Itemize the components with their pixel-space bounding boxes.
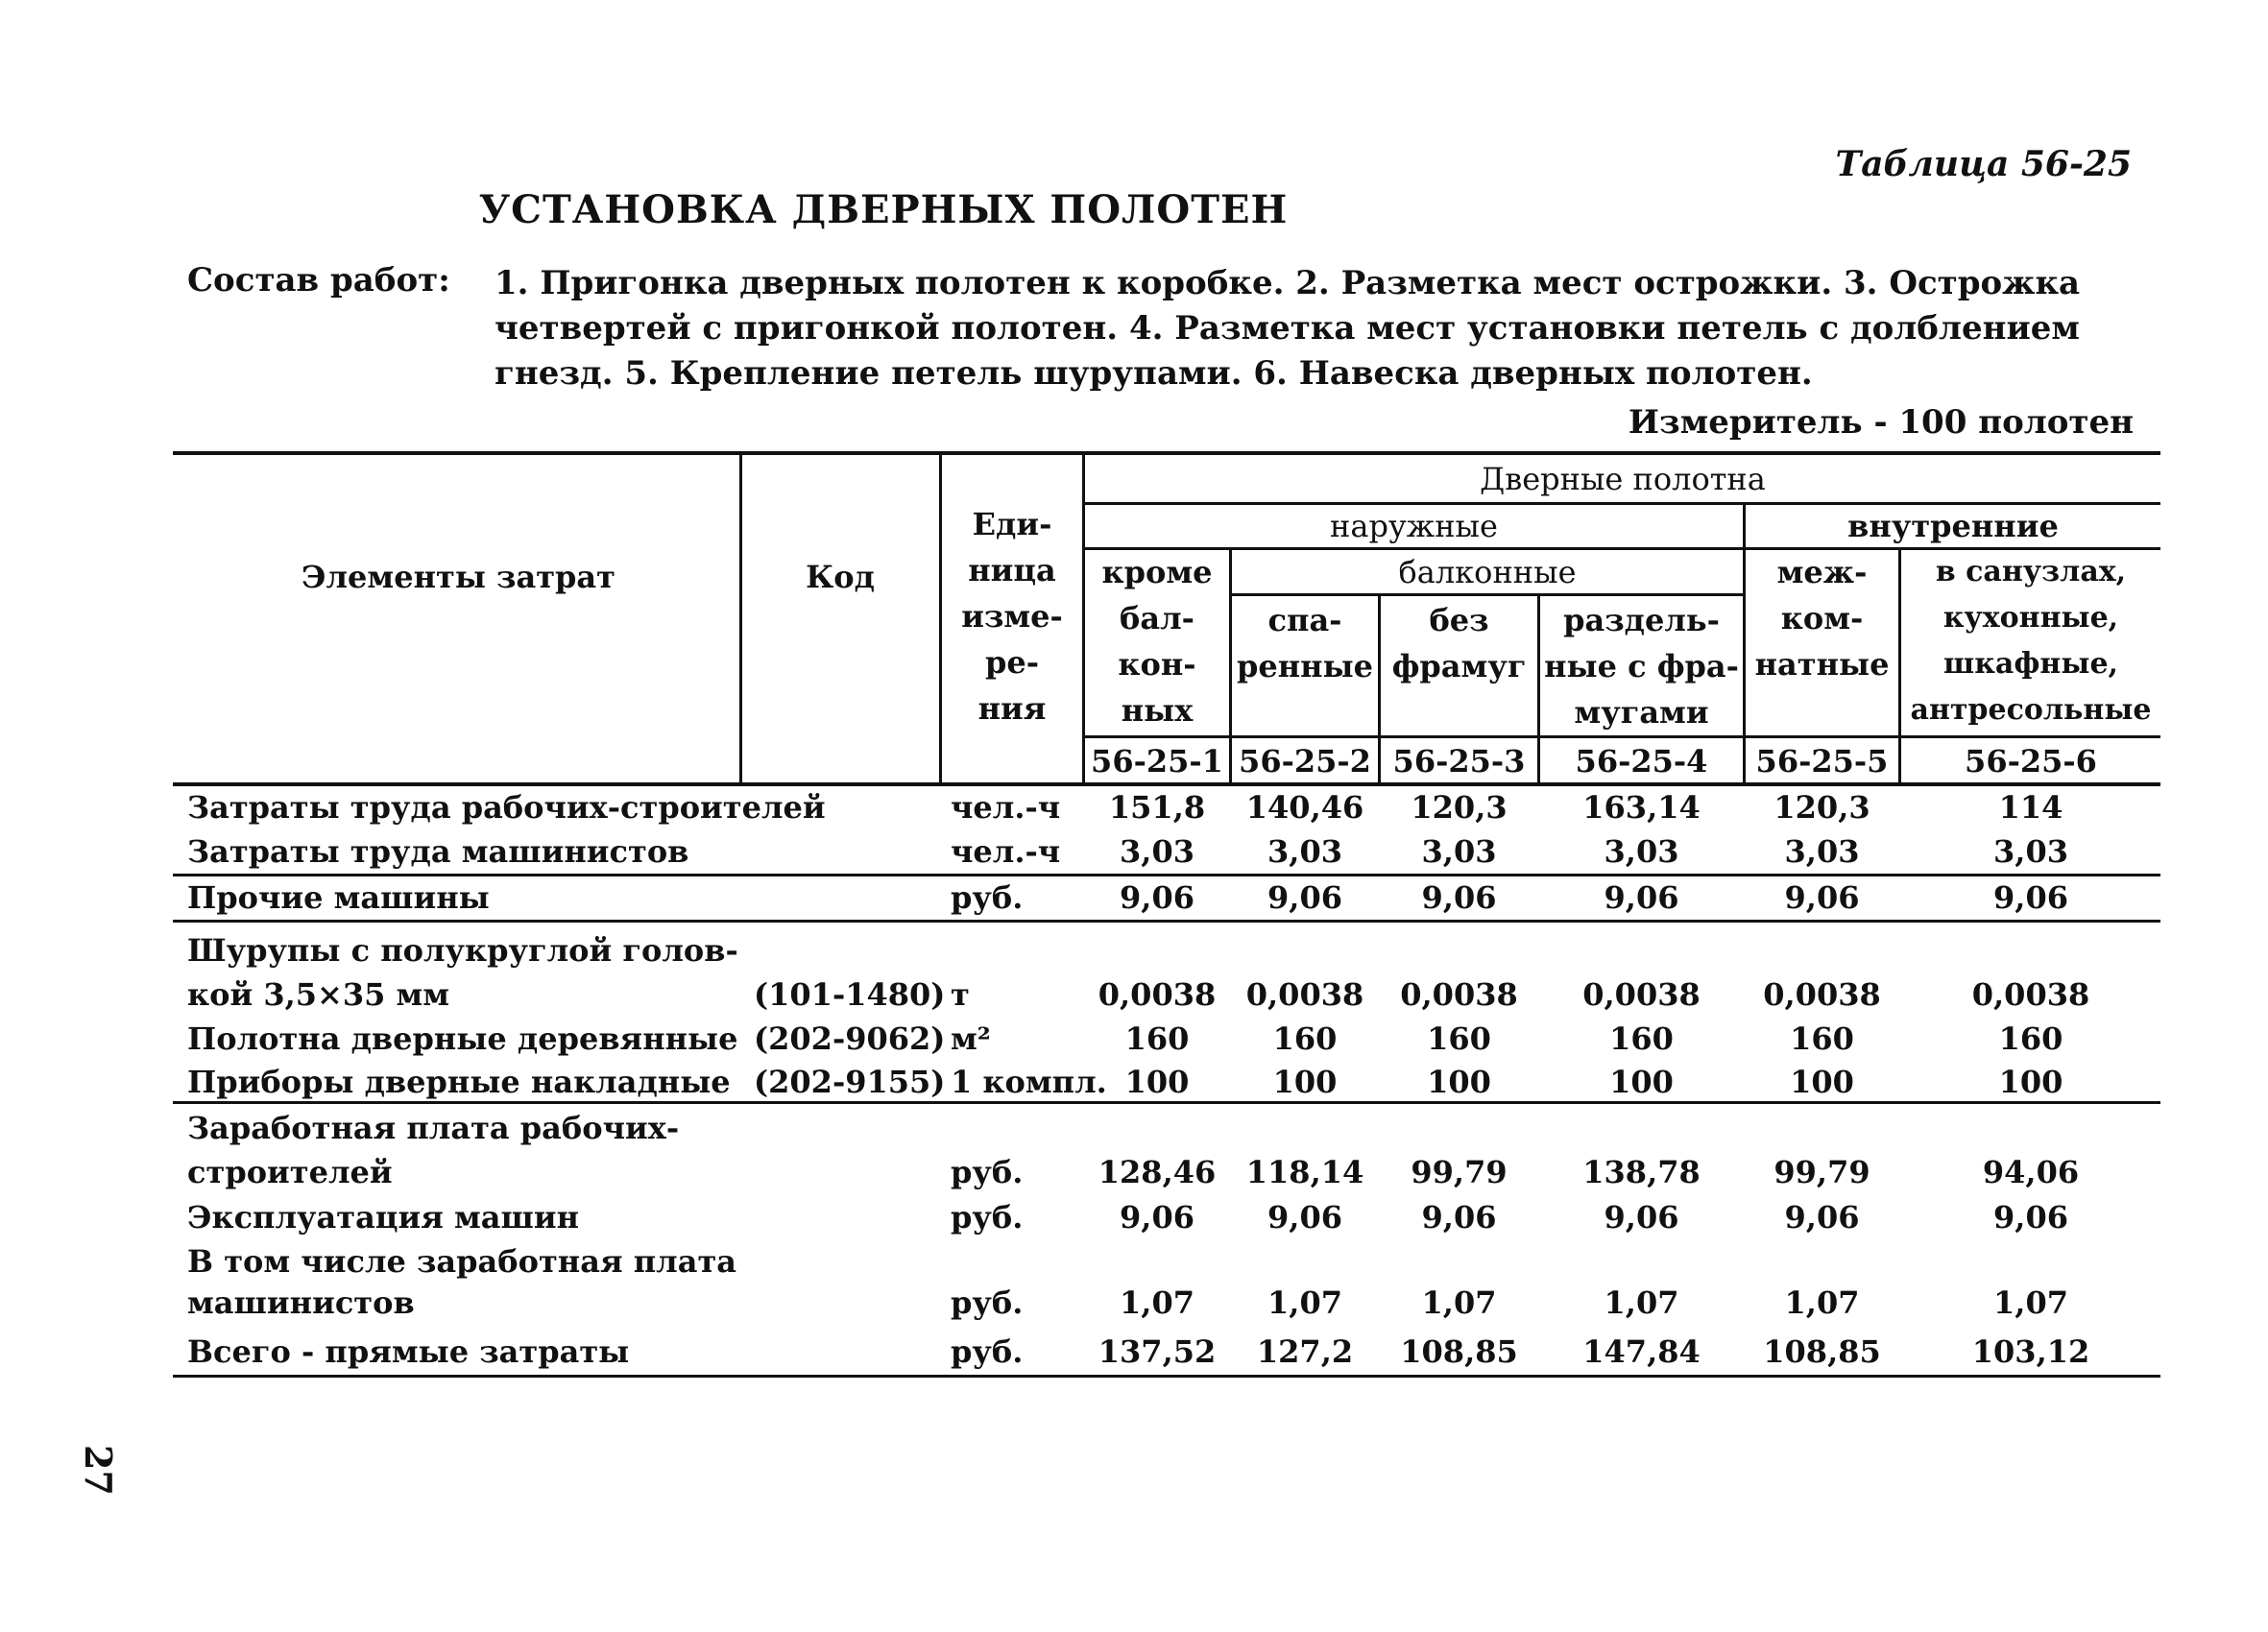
row-value: 163,14 [1582,789,1701,826]
row-value: 103,12 [1971,1333,2090,1370]
row-unit: 1 компл. [951,1064,1107,1100]
row-value: 137,52 [1098,1333,1217,1370]
row-value: 100 [1124,1064,1190,1100]
row-name: Заработная плата рабочих- [187,1110,680,1146]
row-value: 128,46 [1098,1154,1217,1190]
header-rule-codes [1085,735,2160,738]
header-sub-line: шкафные, [1943,647,2118,681]
row-value: 1,07 [1784,1284,1860,1321]
composition-line: гнезд. 5. Крепление петель шурупами. 6. Навеска дверных полотен. [495,354,1813,393]
row-value: 160 [1124,1020,1190,1057]
page-number: 27 [77,1445,120,1496]
column-code-5: 56-25-5 [1755,743,1889,780]
row-name-cont: кой 3,5×35 мм [187,976,450,1013]
row-code: (202-9155) [754,1064,946,1100]
header-unit-line: Еди- [972,506,1052,542]
row-value: 120,3 [1411,789,1508,826]
row-value: 9,06 [1267,879,1342,916]
row-value: 147,84 [1582,1333,1701,1370]
row-value: 0,0038 [1582,976,1701,1013]
row-value: 9,06 [1120,879,1194,916]
row-value: 0,0038 [1245,976,1364,1013]
row-name: Затраты труда рабочих-строителей [187,789,826,826]
header-sub-line: кроме [1101,554,1213,590]
header-sub-4 [1540,597,1743,735]
row-name: В том числе заработная плата [187,1243,736,1280]
row-value: 100 [1272,1064,1338,1100]
column-code-2: 56-25-2 [1239,743,1371,780]
row-value: 160 [1998,1020,2063,1057]
row-value: 151,8 [1108,789,1206,826]
row-name: Эксплуатация машин [187,1199,580,1236]
header-balcony: балконные [1398,554,1577,590]
header-unit-line: изме- [961,598,1063,635]
row-value: 1,07 [1120,1284,1194,1321]
row-name: Приборы дверные накладные [187,1064,731,1100]
row-value: 0,0038 [1971,976,2090,1013]
row-name: Всего - прямые затраты [187,1333,630,1370]
row-value: 3,03 [1784,833,1860,870]
row-value: 0,0038 [1400,976,1518,1013]
row-name-cont: машинистов [187,1284,415,1321]
header-sub-line: ных [1121,692,1194,729]
row-value: 100 [1427,1064,1491,1100]
row-value: 100 [1998,1064,2063,1100]
header-sub-line: бал- [1120,600,1194,636]
composition-label: Состав работ: [187,261,450,300]
row-unit: руб. [951,1154,1024,1190]
header-unit-line: ния [977,690,1047,727]
row-value: 9,06 [1604,879,1679,916]
vline-unit-left [939,451,942,785]
header-sub-1 [1085,549,1229,733]
header-sub-6 [1901,549,2160,733]
row-value: 108,85 [1763,1333,1881,1370]
row-unit: руб. [951,1333,1024,1370]
row-value: 9,06 [1993,1199,2068,1236]
row-value: 9,06 [1784,1199,1860,1236]
row-unit: м² [951,1020,991,1057]
row-value: 1,07 [1993,1284,2068,1321]
row-value: 1,07 [1421,1284,1497,1321]
row-value: 120,3 [1773,789,1870,826]
row-value: 3,03 [1993,833,2068,870]
composition-text [495,261,2136,396]
header-sub-3 [1381,597,1537,689]
row-value: 127,2 [1256,1333,1354,1370]
row-value: 3,03 [1267,833,1342,870]
header-sub-line: спа- [1267,602,1342,638]
row-value: 99,79 [1411,1154,1508,1190]
composition-line: 1. Пригонка дверных полотен к коробке. 2. Разметка мест острожки. 3. Острожка [495,264,2081,302]
row-value: 9,06 [1421,879,1497,916]
row-unit: руб. [951,1199,1024,1236]
row-value: 9,06 [1993,879,2068,916]
row-name: Полотна дверные деревянные [187,1020,738,1057]
row-unit: чел.-ч [951,833,1061,870]
header-unit-line: ре- [984,644,1039,681]
row-name: Прочие машины [187,879,490,916]
table-bottom-rule [173,1375,2160,1378]
row-value: 160 [1790,1020,1854,1057]
row-value: 1,07 [1267,1284,1342,1321]
row-value: 160 [1427,1020,1491,1057]
row-value: 9,06 [1120,1199,1194,1236]
header-sub-line: мугами [1574,694,1709,731]
row-value: 0,0038 [1098,976,1217,1013]
header-door-panels: Дверные полотна [1480,461,1766,497]
row-name: Затраты труда машинистов [187,833,689,870]
header-sub-line: натные [1754,646,1890,683]
column-code-6: 56-25-6 [1965,743,2097,780]
header-sub-line: ком- [1780,600,1864,636]
row-value: 9,06 [1267,1199,1342,1236]
header-sub-line: ные с фра- [1544,648,1739,684]
table-top-rule [173,451,2160,455]
header-code: Код [806,559,875,595]
row-name-cont: строителей [187,1154,393,1190]
header-sub-line: ренные [1236,648,1373,684]
row-value: 0,0038 [1763,976,1881,1013]
row-value: 118,14 [1245,1154,1364,1190]
row-value: 94,06 [1982,1154,2080,1190]
row-value: 9,06 [1784,879,1860,916]
row-value: 140,46 [1245,789,1364,826]
row-code: (202-9062) [754,1020,946,1057]
row-value: 100 [1609,1064,1674,1100]
header-sub-line: кон- [1118,646,1196,683]
header-unit-line: ница [968,552,1056,588]
vline-code-left [739,451,742,785]
header-sub-2 [1232,597,1378,689]
row-value: 3,03 [1604,833,1679,870]
row-name: Шурупы с полукруглой голов- [187,932,738,969]
section-rule-2 [173,920,2160,923]
header-sub-5 [1746,549,1898,687]
header-inner: внутренние [1847,508,2059,544]
header-sub-line: меж- [1776,554,1868,590]
row-unit: руб. [951,1284,1024,1321]
header-sub-line: без [1429,602,1489,638]
measurer: Измеритель - 100 полотен [1628,403,2134,442]
header-sub-line: фрамуг [1391,648,1527,684]
page-title: УСТАНОВКА ДВЕРНЫХ ПОЛОТЕН [478,187,1289,232]
header-outer: наружные [1330,508,1498,544]
row-unit: чел.-ч [951,789,1061,826]
column-code-4: 56-25-4 [1575,743,1708,780]
header-elements: Элементы затрат [302,559,615,595]
row-value: 1,07 [1604,1284,1679,1321]
row-value: 3,03 [1120,833,1194,870]
row-value: 9,06 [1604,1199,1679,1236]
row-value: 3,03 [1421,833,1497,870]
header-sub-line: антресольные [1910,693,2152,727]
row-value: 160 [1609,1020,1674,1057]
row-value: 114 [1998,789,2063,826]
header-sub-line: раздель- [1563,602,1720,638]
row-value: 108,85 [1400,1333,1518,1370]
header-sub-line: кухонные, [1942,601,2119,635]
row-value: 100 [1790,1064,1854,1100]
composition-line: четвертей с пригонкой полотен. 4. Разметка мест установки петель с долблением [495,309,2080,348]
row-unit: т [951,976,970,1013]
row-code: (101-1480) [754,976,946,1013]
header-sub-line: в санузлах, [1935,555,2127,588]
table-label: Таблица 56-25 [1835,144,2132,184]
column-code-1: 56-25-1 [1091,743,1223,780]
row-value: 138,78 [1582,1154,1701,1190]
row-value: 99,79 [1773,1154,1870,1190]
row-value: 9,06 [1421,1199,1497,1236]
header-unit [944,501,1080,732]
column-code-3: 56-25-3 [1392,743,1526,780]
row-unit: руб. [951,879,1024,916]
row-value: 160 [1272,1020,1338,1057]
